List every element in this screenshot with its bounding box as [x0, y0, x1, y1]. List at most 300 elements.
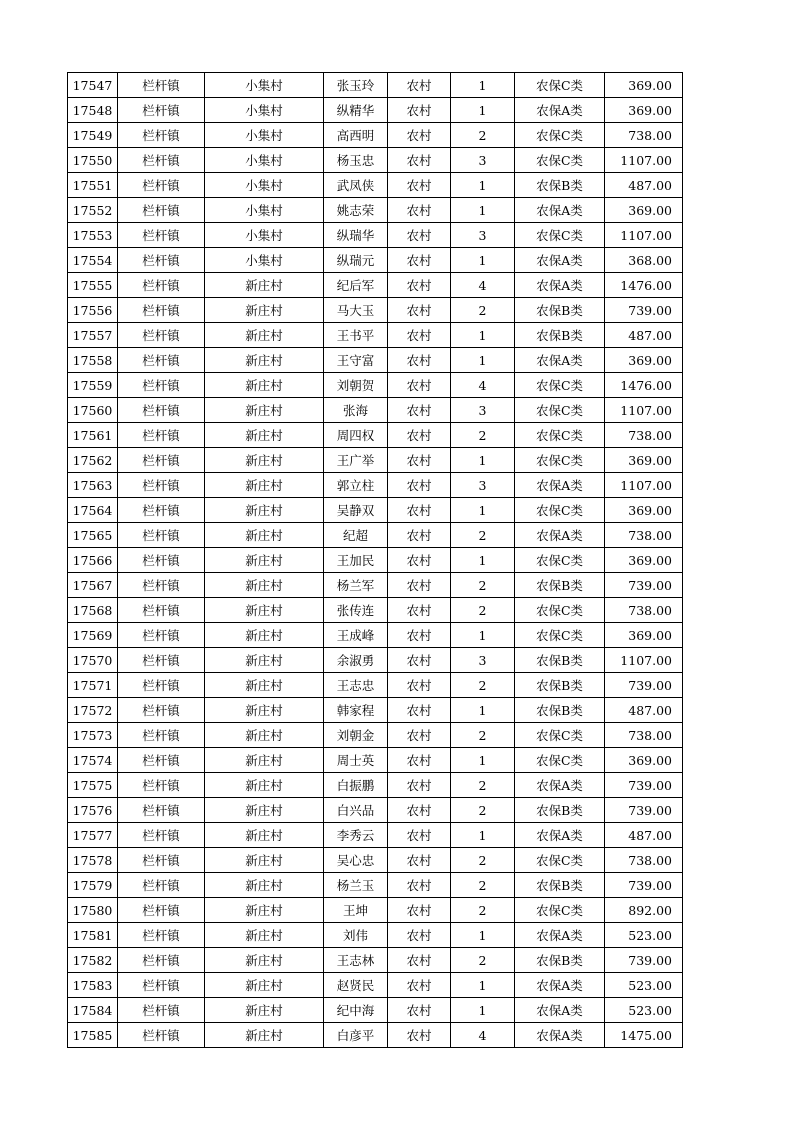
household-type-cell: 农村 [388, 123, 451, 148]
record-id-cell: 17560 [68, 398, 118, 423]
count-cell: 2 [451, 573, 515, 598]
table-row [68, 923, 683, 948]
town-cell: 栏杆镇 [118, 748, 205, 773]
table-row [68, 973, 683, 998]
village-cell: 新庄村 [205, 848, 324, 873]
name-cell: 刘伟 [324, 923, 388, 948]
village-cell: 新庄村 [205, 273, 324, 298]
record-id-cell: 17585 [68, 1023, 118, 1048]
table-row [68, 498, 683, 523]
category-cell: 农保C类 [515, 898, 605, 923]
village-cell: 新庄村 [205, 448, 324, 473]
village-cell: 新庄村 [205, 323, 324, 348]
record-id-cell: 17568 [68, 598, 118, 623]
village-cell: 新庄村 [205, 573, 324, 598]
category-cell: 农保C类 [515, 848, 605, 873]
record-id-cell: 17566 [68, 548, 118, 573]
table-row [68, 98, 683, 123]
town-cell: 栏杆镇 [118, 973, 205, 998]
household-type-cell: 农村 [388, 273, 451, 298]
household-type-cell: 农村 [388, 348, 451, 373]
table-row [68, 148, 683, 173]
count-cell: 2 [451, 298, 515, 323]
record-id-cell: 17577 [68, 823, 118, 848]
name-cell: 吴静双 [324, 498, 388, 523]
table-row [68, 73, 683, 98]
count-cell: 1 [451, 448, 515, 473]
town-cell: 栏杆镇 [118, 998, 205, 1023]
household-type-cell: 农村 [388, 423, 451, 448]
amount-cell: 739.00 [605, 673, 683, 698]
table-row [68, 523, 683, 548]
town-cell: 栏杆镇 [118, 298, 205, 323]
town-cell: 栏杆镇 [118, 73, 205, 98]
amount-cell: 369.00 [605, 548, 683, 573]
category-cell: 农保A类 [515, 1023, 605, 1048]
village-cell: 新庄村 [205, 398, 324, 423]
category-cell: 农保C类 [515, 73, 605, 98]
category-cell: 农保C类 [515, 723, 605, 748]
household-type-cell: 农村 [388, 898, 451, 923]
household-type-cell: 农村 [388, 298, 451, 323]
name-cell: 纪超 [324, 523, 388, 548]
town-cell: 栏杆镇 [118, 798, 205, 823]
record-id-cell: 17573 [68, 723, 118, 748]
count-cell: 2 [451, 673, 515, 698]
town-cell: 栏杆镇 [118, 773, 205, 798]
amount-cell: 523.00 [605, 923, 683, 948]
village-cell: 新庄村 [205, 498, 324, 523]
table-row [68, 323, 683, 348]
household-type-cell: 农村 [388, 73, 451, 98]
amount-cell: 739.00 [605, 948, 683, 973]
count-cell: 3 [451, 398, 515, 423]
record-id-cell: 17555 [68, 273, 118, 298]
name-cell: 王成峰 [324, 623, 388, 648]
category-cell: 农保B类 [515, 323, 605, 348]
village-cell: 新庄村 [205, 298, 324, 323]
record-id-cell: 17572 [68, 698, 118, 723]
name-cell: 王坤 [324, 898, 388, 923]
category-cell: 农保A类 [515, 273, 605, 298]
record-id-cell: 17582 [68, 948, 118, 973]
village-cell: 新庄村 [205, 373, 324, 398]
name-cell: 纪中海 [324, 998, 388, 1023]
count-cell: 1 [451, 698, 515, 723]
town-cell: 栏杆镇 [118, 923, 205, 948]
name-cell: 张玉玲 [324, 73, 388, 98]
record-id-cell: 17558 [68, 348, 118, 373]
table-row [68, 773, 683, 798]
amount-cell: 738.00 [605, 723, 683, 748]
count-cell: 2 [451, 773, 515, 798]
table-row [68, 748, 683, 773]
household-type-cell: 农村 [388, 973, 451, 998]
count-cell: 2 [451, 598, 515, 623]
count-cell: 1 [451, 498, 515, 523]
village-cell: 新庄村 [205, 423, 324, 448]
name-cell: 王守富 [324, 348, 388, 373]
amount-cell: 487.00 [605, 323, 683, 348]
count-cell: 2 [451, 123, 515, 148]
count-cell: 2 [451, 848, 515, 873]
household-type-cell: 农村 [388, 573, 451, 598]
village-cell: 新庄村 [205, 998, 324, 1023]
amount-cell: 369.00 [605, 198, 683, 223]
category-cell: 农保B类 [515, 673, 605, 698]
count-cell: 1 [451, 623, 515, 648]
name-cell: 杨玉忠 [324, 148, 388, 173]
category-cell: 农保C类 [515, 748, 605, 773]
record-id-cell: 17581 [68, 923, 118, 948]
amount-cell: 738.00 [605, 123, 683, 148]
household-type-cell: 农村 [388, 198, 451, 223]
category-cell: 农保C类 [515, 623, 605, 648]
town-cell: 栏杆镇 [118, 948, 205, 973]
amount-cell: 1107.00 [605, 473, 683, 498]
count-cell: 2 [451, 873, 515, 898]
town-cell: 栏杆镇 [118, 523, 205, 548]
amount-cell: 738.00 [605, 523, 683, 548]
category-cell: 农保B类 [515, 648, 605, 673]
town-cell: 栏杆镇 [118, 573, 205, 598]
table-row [68, 423, 683, 448]
record-id-cell: 17579 [68, 873, 118, 898]
amount-cell: 738.00 [605, 423, 683, 448]
household-type-cell: 农村 [388, 1023, 451, 1048]
amount-cell: 739.00 [605, 298, 683, 323]
village-cell: 新庄村 [205, 773, 324, 798]
count-cell: 4 [451, 1023, 515, 1048]
record-id-cell: 17570 [68, 648, 118, 673]
record-id-cell: 17576 [68, 798, 118, 823]
name-cell: 赵贤民 [324, 973, 388, 998]
household-type-cell: 农村 [388, 873, 451, 898]
table-row [68, 723, 683, 748]
count-cell: 1 [451, 823, 515, 848]
count-cell: 1 [451, 323, 515, 348]
village-cell: 新庄村 [205, 973, 324, 998]
household-type-cell: 农村 [388, 848, 451, 873]
category-cell: 农保A类 [515, 248, 605, 273]
category-cell: 农保C类 [515, 223, 605, 248]
amount-cell: 487.00 [605, 698, 683, 723]
table-row [68, 448, 683, 473]
village-cell: 小集村 [205, 248, 324, 273]
household-type-cell: 农村 [388, 948, 451, 973]
amount-cell: 739.00 [605, 573, 683, 598]
record-id-cell: 17571 [68, 673, 118, 698]
count-cell: 1 [451, 173, 515, 198]
household-type-cell: 农村 [388, 998, 451, 1023]
town-cell: 栏杆镇 [118, 323, 205, 348]
name-cell: 余淑勇 [324, 648, 388, 673]
table-row [68, 998, 683, 1023]
name-cell: 张海 [324, 398, 388, 423]
category-cell: 农保C类 [515, 598, 605, 623]
name-cell: 杨兰玉 [324, 873, 388, 898]
town-cell: 栏杆镇 [118, 173, 205, 198]
village-cell: 新庄村 [205, 898, 324, 923]
count-cell: 4 [451, 373, 515, 398]
count-cell: 1 [451, 198, 515, 223]
count-cell: 1 [451, 998, 515, 1023]
household-type-cell: 农村 [388, 498, 451, 523]
count-cell: 3 [451, 223, 515, 248]
record-id-cell: 17551 [68, 173, 118, 198]
category-cell: 农保A类 [515, 998, 605, 1023]
category-cell: 农保A类 [515, 198, 605, 223]
amount-cell: 1107.00 [605, 223, 683, 248]
count-cell: 2 [451, 898, 515, 923]
category-cell: 农保B类 [515, 173, 605, 198]
record-id-cell: 17550 [68, 148, 118, 173]
household-type-cell: 农村 [388, 248, 451, 273]
village-cell: 小集村 [205, 123, 324, 148]
amount-cell: 1475.00 [605, 1023, 683, 1048]
village-cell: 新庄村 [205, 1023, 324, 1048]
record-id-cell: 17552 [68, 198, 118, 223]
table-row [68, 823, 683, 848]
category-cell: 农保C类 [515, 123, 605, 148]
village-cell: 新庄村 [205, 798, 324, 823]
record-id-cell: 17562 [68, 448, 118, 473]
amount-cell: 523.00 [605, 998, 683, 1023]
name-cell: 白振鹏 [324, 773, 388, 798]
amount-cell: 739.00 [605, 773, 683, 798]
amount-cell: 368.00 [605, 248, 683, 273]
record-id-cell: 17583 [68, 973, 118, 998]
count-cell: 1 [451, 348, 515, 373]
name-cell: 姚志荣 [324, 198, 388, 223]
village-cell: 小集村 [205, 98, 324, 123]
record-id-cell: 17557 [68, 323, 118, 348]
table-row [68, 798, 683, 823]
household-type-cell: 农村 [388, 98, 451, 123]
town-cell: 栏杆镇 [118, 673, 205, 698]
town-cell: 栏杆镇 [118, 423, 205, 448]
name-cell: 王志忠 [324, 673, 388, 698]
village-cell: 小集村 [205, 223, 324, 248]
category-cell: 农保A类 [515, 473, 605, 498]
category-cell: 农保B类 [515, 948, 605, 973]
household-type-cell: 农村 [388, 323, 451, 348]
count-cell: 3 [451, 473, 515, 498]
village-cell: 新庄村 [205, 723, 324, 748]
count-cell: 2 [451, 423, 515, 448]
record-id-cell: 17561 [68, 423, 118, 448]
amount-cell: 369.00 [605, 98, 683, 123]
household-type-cell: 农村 [388, 398, 451, 423]
category-cell: 农保A类 [515, 973, 605, 998]
record-id-cell: 17559 [68, 373, 118, 398]
table-row [68, 248, 683, 273]
name-cell: 高西明 [324, 123, 388, 148]
name-cell: 周四权 [324, 423, 388, 448]
table-row [68, 123, 683, 148]
village-cell: 新庄村 [205, 523, 324, 548]
table-row [68, 623, 683, 648]
name-cell: 郭立柱 [324, 473, 388, 498]
household-type-cell: 农村 [388, 923, 451, 948]
household-type-cell: 农村 [388, 598, 451, 623]
village-cell: 新庄村 [205, 648, 324, 673]
town-cell: 栏杆镇 [118, 898, 205, 923]
household-type-cell: 农村 [388, 798, 451, 823]
count-cell: 1 [451, 923, 515, 948]
town-cell: 栏杆镇 [118, 273, 205, 298]
amount-cell: 369.00 [605, 498, 683, 523]
name-cell: 刘朝贺 [324, 373, 388, 398]
record-id-cell: 17553 [68, 223, 118, 248]
records-table [67, 72, 683, 1048]
household-type-cell: 农村 [388, 648, 451, 673]
table-row [68, 548, 683, 573]
record-id-cell: 17554 [68, 248, 118, 273]
amount-cell: 739.00 [605, 873, 683, 898]
table-row [68, 223, 683, 248]
town-cell: 栏杆镇 [118, 498, 205, 523]
town-cell: 栏杆镇 [118, 698, 205, 723]
household-type-cell: 农村 [388, 373, 451, 398]
table-row [68, 273, 683, 298]
household-type-cell: 农村 [388, 748, 451, 773]
household-type-cell: 农村 [388, 448, 451, 473]
town-cell: 栏杆镇 [118, 598, 205, 623]
amount-cell: 1107.00 [605, 648, 683, 673]
household-type-cell: 农村 [388, 523, 451, 548]
town-cell: 栏杆镇 [118, 1023, 205, 1048]
table-row [68, 473, 683, 498]
town-cell: 栏杆镇 [118, 648, 205, 673]
category-cell: 农保B类 [515, 298, 605, 323]
village-cell: 新庄村 [205, 948, 324, 973]
table-row [68, 673, 683, 698]
table-row [68, 348, 683, 373]
count-cell: 4 [451, 273, 515, 298]
table-row [68, 598, 683, 623]
record-id-cell: 17580 [68, 898, 118, 923]
name-cell: 王加民 [324, 548, 388, 573]
count-cell: 2 [451, 948, 515, 973]
town-cell: 栏杆镇 [118, 373, 205, 398]
table-row [68, 898, 683, 923]
village-cell: 小集村 [205, 73, 324, 98]
record-id-cell: 17547 [68, 73, 118, 98]
table-row [68, 698, 683, 723]
household-type-cell: 农村 [388, 823, 451, 848]
name-cell: 武凤侠 [324, 173, 388, 198]
table-row [68, 298, 683, 323]
record-id-cell: 17548 [68, 98, 118, 123]
record-id-cell: 17556 [68, 298, 118, 323]
category-cell: 农保C类 [515, 498, 605, 523]
town-cell: 栏杆镇 [118, 623, 205, 648]
village-cell: 新庄村 [205, 698, 324, 723]
name-cell: 纵瑞元 [324, 248, 388, 273]
amount-cell: 369.00 [605, 623, 683, 648]
amount-cell: 1107.00 [605, 398, 683, 423]
town-cell: 栏杆镇 [118, 848, 205, 873]
table-row [68, 648, 683, 673]
name-cell: 王书平 [324, 323, 388, 348]
record-id-cell: 17575 [68, 773, 118, 798]
name-cell: 白彦平 [324, 1023, 388, 1048]
name-cell: 纵精华 [324, 98, 388, 123]
household-type-cell: 农村 [388, 148, 451, 173]
count-cell: 1 [451, 73, 515, 98]
household-type-cell: 农村 [388, 673, 451, 698]
category-cell: 农保B类 [515, 798, 605, 823]
village-cell: 小集村 [205, 173, 324, 198]
record-id-cell: 17549 [68, 123, 118, 148]
town-cell: 栏杆镇 [118, 723, 205, 748]
category-cell: 农保B类 [515, 573, 605, 598]
village-cell: 小集村 [205, 148, 324, 173]
count-cell: 1 [451, 248, 515, 273]
amount-cell: 369.00 [605, 348, 683, 373]
name-cell: 纵瑞华 [324, 223, 388, 248]
name-cell: 杨兰军 [324, 573, 388, 598]
name-cell: 马大玉 [324, 298, 388, 323]
category-cell: 农保A类 [515, 773, 605, 798]
village-cell: 新庄村 [205, 823, 324, 848]
category-cell: 农保C类 [515, 423, 605, 448]
table-body [68, 73, 683, 1048]
table-row [68, 373, 683, 398]
household-type-cell: 农村 [388, 623, 451, 648]
category-cell: 农保A类 [515, 348, 605, 373]
count-cell: 1 [451, 98, 515, 123]
count-cell: 1 [451, 973, 515, 998]
count-cell: 3 [451, 648, 515, 673]
village-cell: 新庄村 [205, 473, 324, 498]
name-cell: 张传连 [324, 598, 388, 623]
household-type-cell: 农村 [388, 223, 451, 248]
amount-cell: 738.00 [605, 598, 683, 623]
town-cell: 栏杆镇 [118, 223, 205, 248]
village-cell: 新庄村 [205, 748, 324, 773]
category-cell: 农保C类 [515, 448, 605, 473]
record-id-cell: 17567 [68, 573, 118, 598]
household-type-cell: 农村 [388, 173, 451, 198]
household-type-cell: 农村 [388, 698, 451, 723]
count-cell: 2 [451, 798, 515, 823]
category-cell: 农保A类 [515, 923, 605, 948]
category-cell: 农保C类 [515, 398, 605, 423]
count-cell: 2 [451, 523, 515, 548]
count-cell: 2 [451, 723, 515, 748]
name-cell: 吴心忠 [324, 848, 388, 873]
name-cell: 王志林 [324, 948, 388, 973]
record-id-cell: 17574 [68, 748, 118, 773]
town-cell: 栏杆镇 [118, 123, 205, 148]
town-cell: 栏杆镇 [118, 548, 205, 573]
amount-cell: 738.00 [605, 848, 683, 873]
amount-cell: 369.00 [605, 448, 683, 473]
table-row [68, 398, 683, 423]
amount-cell: 1107.00 [605, 148, 683, 173]
amount-cell: 369.00 [605, 748, 683, 773]
amount-cell: 1476.00 [605, 273, 683, 298]
category-cell: 农保A类 [515, 523, 605, 548]
village-cell: 新庄村 [205, 348, 324, 373]
record-id-cell: 17584 [68, 998, 118, 1023]
amount-cell: 369.00 [605, 73, 683, 98]
record-id-cell: 17578 [68, 848, 118, 873]
category-cell: 农保B类 [515, 698, 605, 723]
name-cell: 韩家程 [324, 698, 388, 723]
